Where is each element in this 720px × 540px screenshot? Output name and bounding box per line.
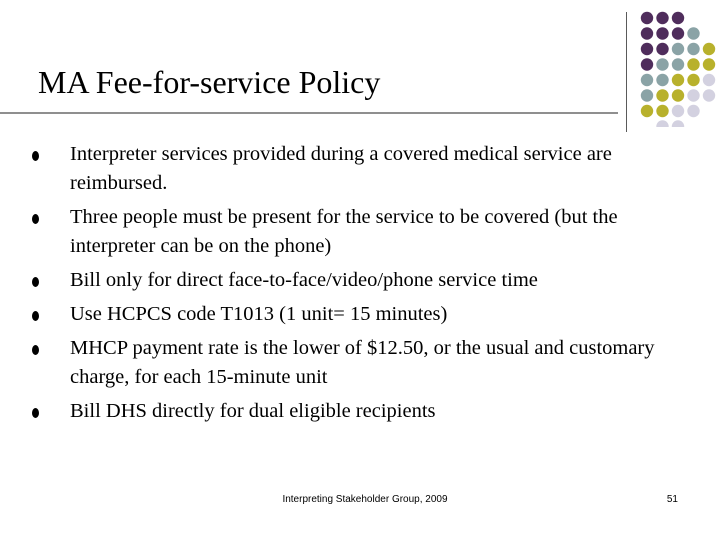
bullet-text: MHCP payment rate is the lower of $12.50, or the usual and customary charge, for each 15-minute unit bbox=[70, 337, 655, 388]
bullet-icon bbox=[30, 343, 40, 353]
decorative-dot bbox=[703, 43, 715, 55]
bullet-icon bbox=[30, 309, 40, 319]
bullet-text: Bill DHS directly for dual eligible recipients bbox=[70, 400, 436, 422]
bullet-text: Three people must be present for the service to be covered (but the interpreter can be on the phone) bbox=[70, 206, 618, 257]
decorative-dot bbox=[672, 89, 684, 101]
decorative-dot bbox=[703, 89, 715, 101]
bullet-text: Use HCPCS code T1013 (1 unit= 15 minutes) bbox=[70, 303, 448, 325]
decorative-dot bbox=[656, 74, 668, 86]
decorative-dot bbox=[687, 105, 699, 117]
bullet-item-3 bbox=[0, 266, 680, 295]
decorative-dot bbox=[672, 12, 684, 24]
decorative-dot bbox=[641, 12, 653, 24]
bullet-item-2 bbox=[0, 203, 680, 261]
decorative-dot bbox=[656, 89, 668, 101]
decorative-dot bbox=[641, 43, 653, 55]
title-underline bbox=[0, 112, 618, 114]
footer-source: Interpreting Stakeholder Group, 2009 bbox=[282, 494, 448, 505]
decorative-dot bbox=[672, 58, 684, 70]
decorative-dot bbox=[672, 27, 684, 39]
bullet-list bbox=[0, 140, 720, 431]
bullet-icon bbox=[30, 149, 40, 159]
decorative-dot bbox=[641, 105, 653, 117]
bullet-item-4 bbox=[0, 300, 680, 329]
decorative-dot bbox=[641, 74, 653, 86]
bullet-icon bbox=[30, 275, 40, 285]
decorative-dot bbox=[687, 74, 699, 86]
decorative-dot bbox=[687, 43, 699, 55]
bullet-text: Bill only for direct face-to-face/video/phone service time bbox=[70, 269, 538, 291]
bullet-icon bbox=[30, 406, 40, 416]
decorative-dot bbox=[703, 58, 715, 70]
page-number: 51 bbox=[666, 494, 678, 505]
decorative-dot bbox=[656, 120, 668, 127]
decorative-dot bbox=[687, 58, 699, 70]
decorative-dot bbox=[687, 89, 699, 101]
decorative-dot bbox=[656, 12, 668, 24]
decorative-dot bbox=[672, 74, 684, 86]
decorative-dot bbox=[641, 89, 653, 101]
decorative-dot bbox=[656, 58, 668, 70]
decorative-dot bbox=[703, 74, 715, 86]
bullet-text: Interpreter services provided during a covered medical service are reimbursed. bbox=[70, 143, 612, 194]
decorative-dot bbox=[672, 120, 684, 127]
vertical-divider bbox=[626, 12, 627, 132]
decorative-dot bbox=[672, 105, 684, 117]
bullet-item-6 bbox=[0, 397, 680, 426]
decorative-dot bbox=[672, 43, 684, 55]
decorative-dot bbox=[656, 43, 668, 55]
decorative-dot bbox=[656, 105, 668, 117]
bullet-item-5 bbox=[0, 334, 680, 392]
bullet-icon bbox=[30, 212, 40, 222]
decorative-dot bbox=[641, 27, 653, 39]
slide-title: MA Fee-for-service Policy bbox=[38, 64, 381, 100]
decorative-dot-grid bbox=[640, 11, 716, 127]
decorative-dot bbox=[687, 27, 699, 39]
bullet-item-1 bbox=[0, 140, 680, 198]
decorative-dot bbox=[656, 27, 668, 39]
decorative-dot bbox=[641, 58, 653, 70]
